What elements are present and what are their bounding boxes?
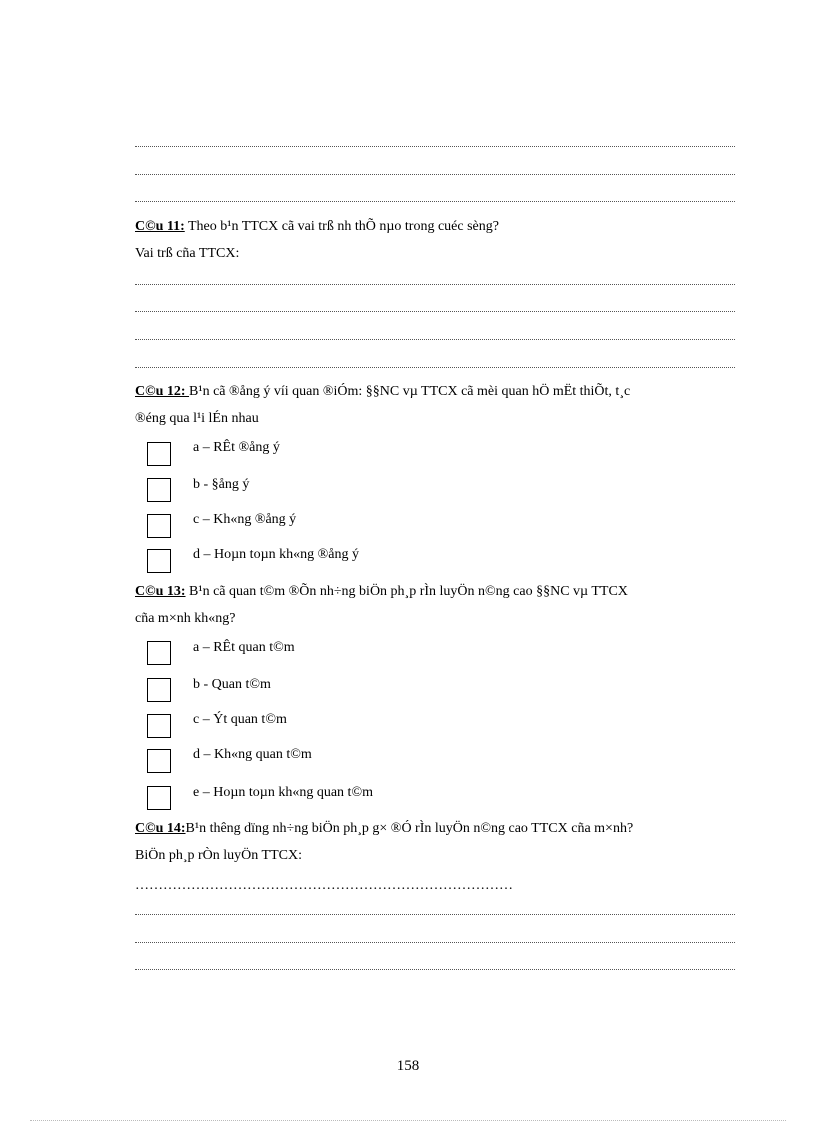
option-label: a – RÊt quan t©m <box>193 640 295 655</box>
answer-line <box>135 967 735 970</box>
footer-divider <box>30 1120 786 1121</box>
question-text-line2: cña m×nh kh«ng? <box>135 611 236 626</box>
checkbox[interactable] <box>147 714 171 738</box>
question-label: C©u 14: <box>135 821 186 836</box>
question-13 <box>135 584 628 600</box>
answer-line <box>135 282 735 285</box>
answer-line <box>135 172 735 175</box>
answer-line <box>135 365 735 368</box>
question-text: B¹n cã quan t©m ®Õn nh÷ng biÖn ph¸p rÌn luyÖn n©ng cao §§NC vµ TTCX <box>185 584 628 599</box>
answer-line <box>135 199 735 202</box>
question-label: C©u 11: <box>135 219 185 234</box>
question-text-line2: ®éng qua l¹i lÉn nhau <box>135 411 259 426</box>
answer-label: BiÖn ph¸p rÒn luyÖn TTCX: <box>135 848 302 863</box>
checkbox[interactable] <box>147 478 171 502</box>
checkbox[interactable] <box>147 678 171 702</box>
question-14 <box>135 821 633 837</box>
option-label: c – Ýt quan t©m <box>193 712 287 727</box>
question-text: Theo b¹n TTCX cã vai trß nh thÕ nµo trong cuéc sèng? <box>184 219 499 234</box>
answer-label: Vai trß cña TTCX: <box>135 246 240 261</box>
checkbox[interactable] <box>147 514 171 538</box>
answer-line <box>135 144 735 147</box>
question-text: B¹n thêng dïng nh÷ng biÖn ph¸p g× ®Ó rÌn luyÖn n©ng cao TTCX cña m×nh? <box>185 821 634 836</box>
question-text: B¹n cã ®ång ý víi quan ®iÓm: §§NC vµ TTCX cã mèi quan hÖ mËt thiÕt, t¸c <box>189 384 631 399</box>
answer-line <box>135 940 735 943</box>
page-number: 158 <box>396 1058 420 1074</box>
option-label: d – Kh«ng quan t©m <box>193 747 312 762</box>
option-label: c – Kh«ng ®ång ý <box>193 512 297 527</box>
option-label: e – Hoµn toµn kh«ng quan t©m <box>193 785 373 800</box>
question-label: C©u 13: <box>135 584 186 599</box>
option-label: b - §ång ý <box>193 477 250 492</box>
checkbox[interactable] <box>147 549 171 573</box>
checkbox[interactable] <box>147 641 171 665</box>
question-11 <box>135 219 499 235</box>
answer-line <box>135 309 735 312</box>
option-label: d – Hoµn toµn kh«ng ®ång ý <box>193 547 359 562</box>
checkbox[interactable] <box>147 442 171 466</box>
answer-ellipsis-line: ……………………………………………………………………… <box>135 878 513 893</box>
checkbox[interactable] <box>147 749 171 773</box>
question-label: C©u 12: <box>135 384 190 399</box>
answer-line <box>135 337 735 340</box>
question-12 <box>135 384 630 400</box>
answer-line <box>135 912 735 915</box>
option-label: a – RÊt ®ång ý <box>193 440 280 455</box>
option-label: b - Quan t©m <box>193 677 271 692</box>
checkbox[interactable] <box>147 786 171 810</box>
